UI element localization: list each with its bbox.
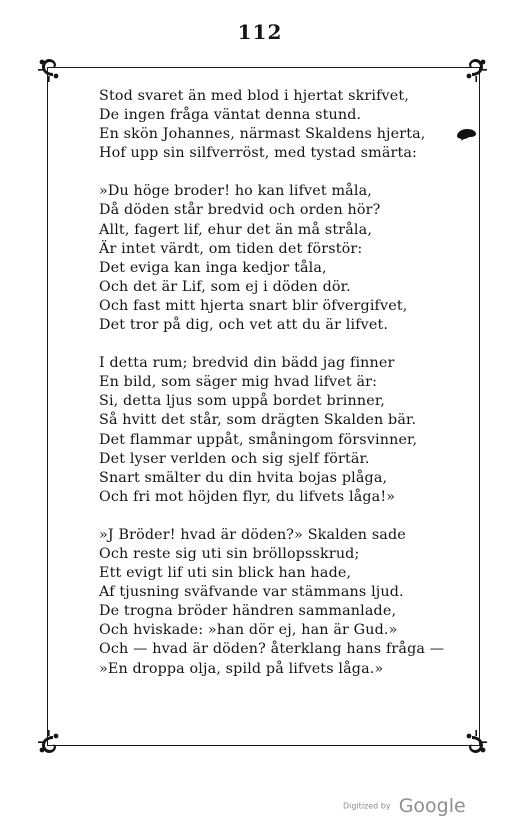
verse-line: »J Bröder! hvad är döden?» Skalden sade	[99, 526, 406, 543]
verse-line: Allt, fagert lif, ehur det än må stråla,	[99, 221, 373, 238]
verse-line: En skön Johannes, närmast Skaldens hjerta,	[99, 126, 426, 143]
verse-line: Hof upp sin silfverröst, med tystad smärta:	[99, 145, 418, 162]
verse-line: Det tror på dig, och vet att du är lifvet.	[99, 317, 389, 334]
verse-line: Snart smälter du din hvita bojas plåga,	[99, 469, 388, 486]
verse-line: En bild, som säger mig hvad lifvet är:	[99, 374, 378, 391]
verse-line: Det eviga kan inga kedjor tåla,	[99, 259, 327, 276]
verse-line: Och reste sig uti sin bröllopsskrud;	[99, 545, 360, 562]
corner-ornament-top-right-icon	[463, 56, 489, 82]
verse-line: Då döden står bredvid och orden hör?	[99, 202, 381, 219]
stanza-4	[99, 526, 469, 679]
stanza-2	[99, 182, 469, 335]
corner-ornament-top-left-icon	[36, 56, 62, 82]
corner-ornament-bottom-left-icon	[36, 730, 62, 756]
verse-line: Ett evigt lif uti sin blick han hade,	[99, 565, 352, 582]
verse-line: Och — hvad är döden? återklang hans fråga —	[99, 641, 445, 658]
verse-line: Det lyser verlden och sig sjelf förtär.	[99, 450, 370, 467]
verse-line: Och fri mot höjden flyr, du lifvets låga!»	[99, 488, 396, 505]
verse-line: De trogna bröder händren sammanlade,	[99, 603, 397, 620]
verse-line: Det flammar uppåt, småningom försvinner,	[99, 431, 418, 448]
verse-line: De ingen fråga väntat denna stund.	[99, 107, 362, 124]
verse-line: »En droppa olja, spild på lifvets låga.»	[99, 660, 384, 677]
page-number: 112	[237, 20, 283, 44]
verse-line: Och det är Lif, som ej i döden dör.	[99, 278, 351, 295]
stanza-1	[99, 87, 469, 163]
verse-line: Så hvitt det står, som drägten Skalden bär.	[99, 412, 417, 429]
verse-line: »Du höge broder! ho kan lifvet måla,	[99, 183, 372, 200]
digitized-label: Digitized by	[343, 801, 391, 811]
verse-line: Och fast mitt hjerta snart blir öfvergifvet,	[99, 297, 408, 314]
corner-ornament-bottom-right-icon	[463, 730, 489, 756]
poem-text	[99, 87, 469, 679]
digitized-watermark	[343, 795, 466, 817]
verse-line: Si, detta ljus som uppå bordet brinner,	[99, 393, 385, 410]
stanza-3	[99, 354, 469, 507]
google-logo: Google	[398, 795, 466, 817]
verse-line: Stod svaret än med blod i hjertat skrifvet,	[99, 88, 409, 104]
verse-line: Och hviskade: »han dör ej, han är Gud.»	[99, 622, 398, 639]
verse-line: Af tjusning sväfvande var stämmans ljud.	[99, 584, 404, 601]
verse-line: I detta rum; bredvid din bädd jag finner	[99, 355, 395, 372]
verse-line: Är intet värdt, om tiden det förstör:	[99, 240, 363, 257]
